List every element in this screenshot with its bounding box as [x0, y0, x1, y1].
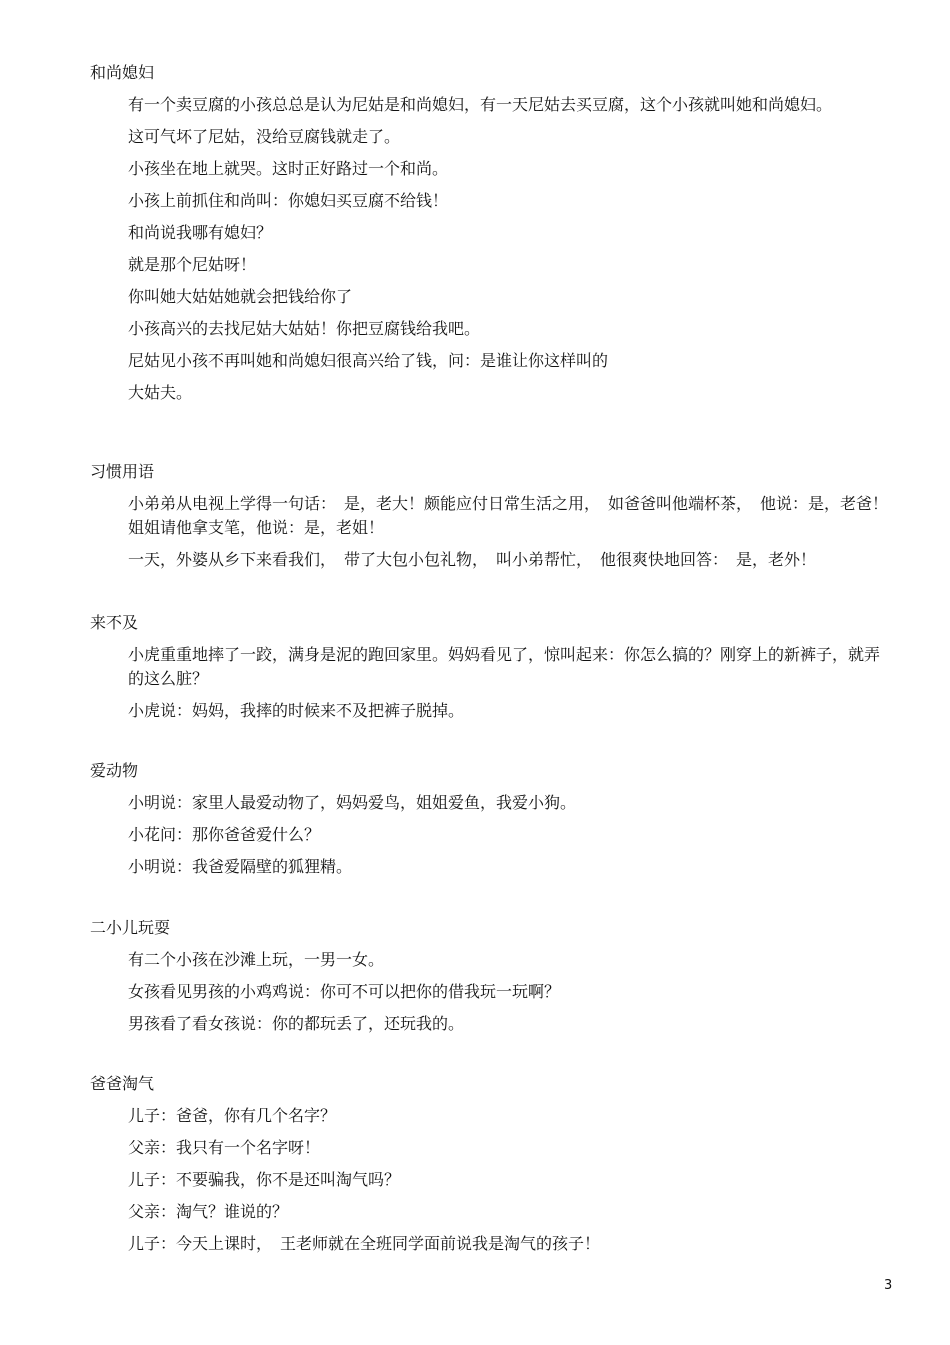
story-line: 儿子：今天上课时， 王老师就在全班同学面前说我是淘气的孩子！	[128, 1234, 601, 1253]
story-line: 有一个卖豆腐的小孩总总是认为尼姑是和尚媳妇，有一天尼姑去买豆腐，这个小孩就叫她和尚媳妇。	[128, 95, 833, 114]
story-line: 男孩看了看女孩说：你的都玩丢了，还玩我的。	[128, 1014, 465, 1033]
story-line: 大姑夫。	[128, 383, 193, 402]
story-line: 小虎说：妈妈，我摔的时候来不及把裤子脱掉。	[128, 701, 465, 720]
page-number: 3	[884, 1278, 893, 1293]
story-line: 和尚说我哪有媳妇？	[128, 223, 273, 242]
story-line: 儿子：不要骗我，你不是还叫淘气吗？	[128, 1170, 401, 1189]
story-line: 有二个小孩在沙滩上玩，一男一女。	[128, 950, 385, 969]
story-line: 小弟弟从电视上学得一句话： 是，老大！颇能应付日常生活之用， 如爸爸叫他端杯茶， 他说：是，老爸！姐姐请他拿支笔，他说：是，老姐！	[128, 494, 889, 537]
story-monk-wife	[90, 62, 910, 413]
story-line: 小孩坐在地上就哭。这时正好路过一个和尚。	[128, 159, 449, 178]
story-line: 就是那个尼姑呀！	[128, 255, 257, 274]
story-title: 来不及	[90, 613, 139, 632]
story-line: 父亲：淘气？谁说的？	[128, 1202, 289, 1221]
story-line: 一天，外婆从乡下来看我们， 带了大包小包礼物， 叫小弟帮忙， 他很爽快地回答： 是，老外！	[128, 550, 817, 569]
story-line: 小虎重重地摔了一跤，满身是泥的跑回家里。妈妈看见了，惊叫起来：你怎么搞的？刚穿上的新裤子，就弄的这么脏？	[128, 645, 881, 688]
story-title: 爱动物	[90, 761, 139, 780]
story-line: 尼姑见小孩不再叫她和尚媳妇很高兴给了钱，问：是谁让你这样叫的	[128, 351, 609, 370]
story-line: 小孩高兴的去找尼姑大姑姑！你把豆腐钱给我吧。	[128, 319, 481, 338]
story-two-kids	[90, 917, 910, 1044]
story-line: 小花问：那你爸爸爱什么？	[128, 825, 321, 844]
story-line: 小明说：我爸爱隔壁的狐狸精。	[128, 857, 353, 876]
story-line: 儿子：爸爸，你有几个名字？	[128, 1106, 337, 1125]
story-line: 小孩上前抓住和尚叫：你媳妇买豆腐不给钱！	[128, 191, 449, 210]
story-title: 二小儿玩耍	[90, 918, 171, 937]
story-line: 父亲：我只有一个名字呀！	[128, 1138, 321, 1157]
story-line: 这可气坏了尼姑，没给豆腐钱就走了。	[128, 127, 401, 146]
story-naughty-dad	[90, 1073, 910, 1264]
story-habit-phrase	[90, 461, 910, 580]
story-line: 你叫她大姑姑她就会把钱给你了	[128, 287, 353, 306]
story-title: 爸爸淘气	[90, 1074, 155, 1093]
story-line: 女孩看见男孩的小鸡鸡说：你可不可以把你的借我玩一玩啊？	[128, 982, 561, 1001]
story-love-animals	[90, 760, 910, 887]
story-too-late	[90, 612, 910, 731]
story-title: 和尚媳妇	[90, 63, 155, 82]
story-title: 习惯用语	[90, 462, 155, 481]
story-line: 小明说：家里人最爱动物了，妈妈爱鸟，姐姐爱鱼，我爱小狗。	[128, 793, 577, 812]
